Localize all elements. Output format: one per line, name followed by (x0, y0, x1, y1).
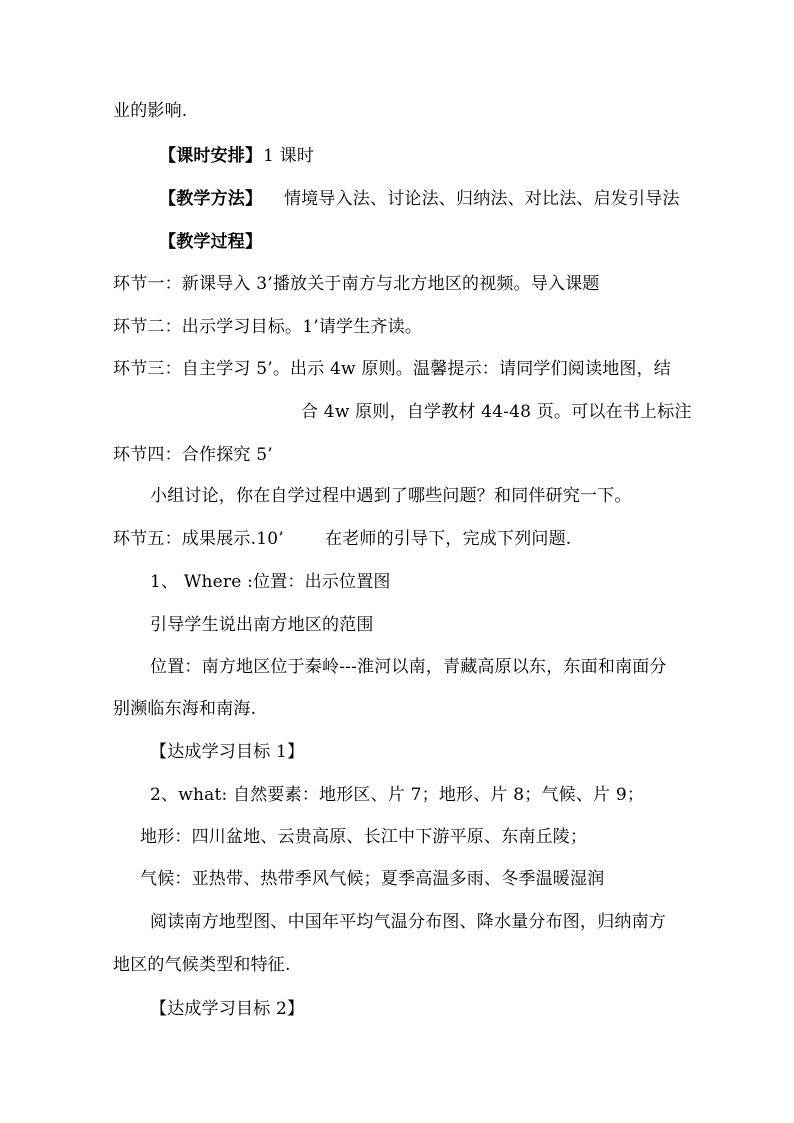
text-line: 阅读南方地型图、中国年平均气温分布图、降水量分布图，归纳南方 (150, 912, 666, 932)
section-heading-process: 【教学过程】 (159, 232, 263, 252)
text-line: 地形：四川盆地、云贵高原、长江中下游平原、东南丘陵； (140, 827, 588, 847)
text-line: 引导学生说出南方地区的范围 (150, 615, 374, 635)
text-line: 小组讨论，你在自学过程中遇到了哪些问题？和同伴研究一下。 (150, 486, 632, 506)
text-line: 合 4w 原则，自学教材 44-48 页。可以在书上标注 (301, 402, 692, 422)
text-line: 气候：亚热带、热带季风气候；夏季高温多雨、冬季温暖湿润 (140, 869, 605, 889)
goal-marker-1: 【达成学习目标 1】 (150, 742, 305, 762)
text-line: 2、what: 自然要素：地形区、片 7；地形、片 8；气候、片 9； (150, 785, 645, 805)
text-line: 环节二：出示学习目标。1’请学生齐读。 (113, 317, 423, 337)
schedule-value: 1 课时 (263, 146, 315, 166)
section-heading-schedule: 【课时安排】 (159, 146, 263, 166)
text-line: 业的影响. (113, 101, 188, 121)
text-line: 别濒临东海和南海. (113, 699, 257, 719)
text-line: 环节三：自主学习 5’。出示 4w 原则。温馨提示：请同学们阅读地图，结 (113, 359, 671, 379)
text-line: 1、 Where :位置：出示位置图 (150, 572, 391, 592)
text-line: 地区的气候类型和特征. (113, 955, 291, 975)
methods-value: 情境导入法、讨论法、归纳法、对比法、启发引导法 (284, 189, 680, 209)
text-line: 在老师的引导下，完成下列问题. (325, 529, 572, 549)
text-line: 位置：南方地区位于秦岭---淮河以南，青藏高原以东，东面和南面分 (150, 657, 667, 677)
text-line: 环节四：合作探究 5’ (113, 445, 273, 465)
goal-marker-2: 【达成学习目标 2】 (150, 999, 305, 1019)
section-heading-methods: 【教学方法】 (159, 189, 263, 209)
text-line: 环节一：新课导入 3’播放关于南方与北方地区的视频。导入课题 (113, 274, 600, 294)
text-line: 环节五：成果展示.10’ (113, 529, 284, 549)
